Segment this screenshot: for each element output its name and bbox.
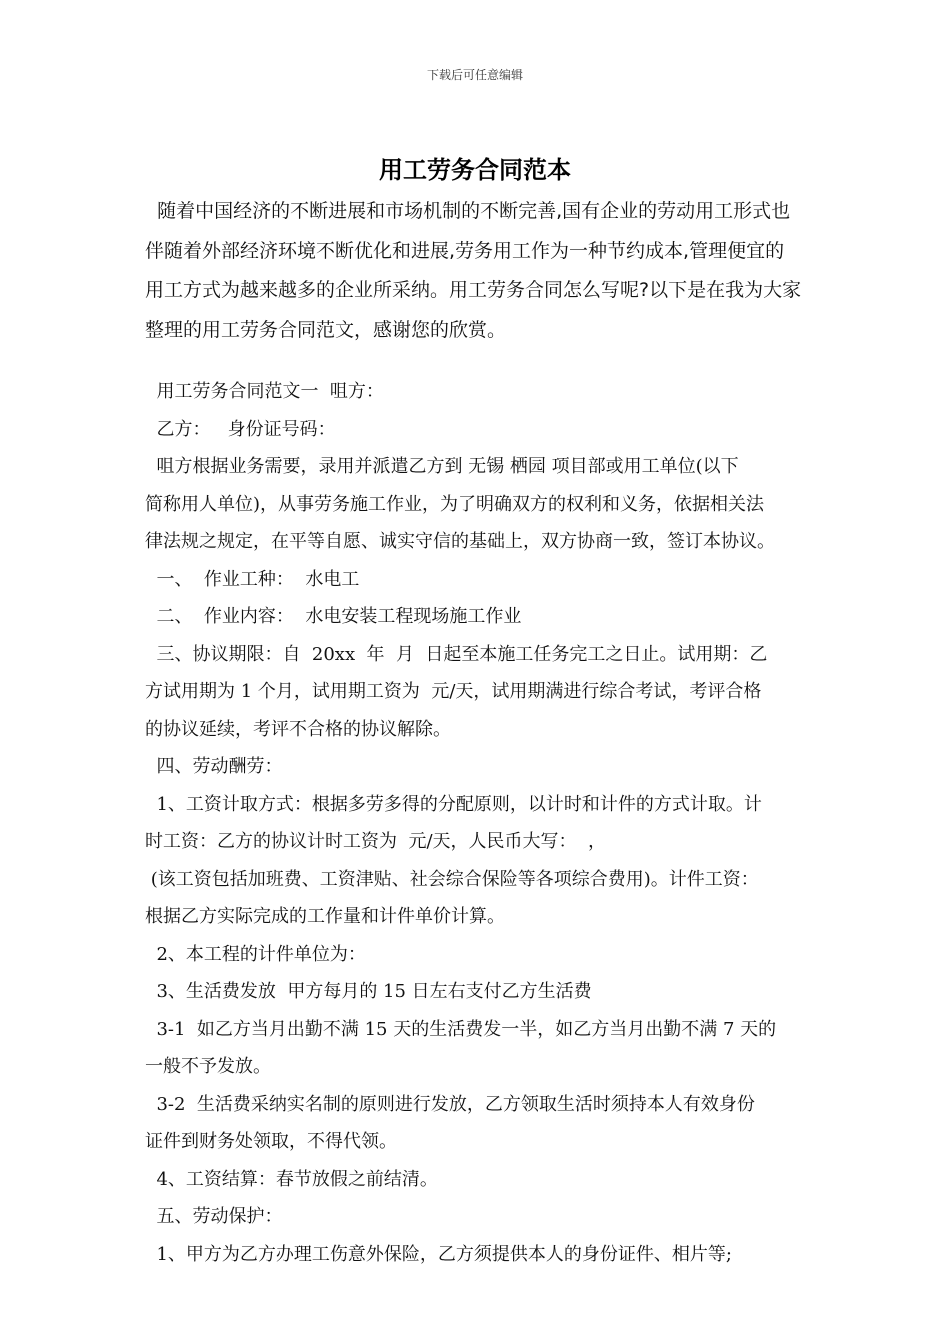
body-line: 根据乙方实际完成的工作量和计件单价计算。 [145, 906, 505, 927]
body-line: 2、本工程的计件单位为： [145, 943, 366, 965]
body-line: 乙方： 身份证号码： [145, 418, 336, 440]
body-line: 一般不予发放。 [145, 1056, 271, 1077]
body-line: 用工劳务合同范文一 咀方： [145, 381, 384, 402]
body-line: 3-2 生活费采纳实名制的原则进行发放，乙方领取生活时须持本人有效身份 [145, 1093, 755, 1115]
intro-line: 整理的用工劳务合同范文，感谢您的欣赏。 [145, 318, 507, 341]
body-line: 方试用期为 1 个月，试用期工资为 元/天，试用期满进行综合考试，考评合格 [145, 681, 762, 702]
body-line: 五、劳动保护： [145, 1206, 283, 1227]
body-line: 证件到财务处领取，不得代领。 [145, 1131, 397, 1152]
body-line: 四、劳动酬劳： [145, 756, 283, 777]
body-line: 一、 作业工种： 水电工 [145, 568, 360, 590]
contract-body [145, 373, 810, 1273]
body-line: 的协议延续，考评不合格的协议解除。 [145, 718, 451, 740]
header-note: 下载后可任意编辑 [426, 68, 523, 82]
body-line: 3-1 如乙方当月出勤不满 15 天的生活费发一半，如乙方当月出勤不满 7 天的 [145, 1018, 777, 1040]
body-line: 简称用人单位)，从事劳务施工作业，为了明确双方的权利和义务，依据相关法 [145, 493, 765, 515]
document-title: 用工劳务合同范本 [379, 156, 571, 184]
intro-paragraph [145, 192, 810, 350]
intro-line: 用工方式为越来越多的企业所采纳。用工劳务合同怎么写呢?以下是在我为大家 [145, 279, 802, 301]
body-line: (该工资包括加班费、工资津贴、社会综合保险等各项综合费用)。计件工资： [145, 868, 759, 890]
body-line: 1、工资计取方式：根据多劳多得的分配原则，以计时和计件的方式计取。计 [145, 793, 762, 815]
body-line: 1、甲方为乙方办理工伤意外保险，乙方须提供本人的身份证件、相片等; [145, 1243, 732, 1265]
body-line: 3、生活费发放 甲方每月的 15 日左右支付乙方生活费 [145, 981, 592, 1002]
body-line: 律法规之规定，在平等自愿、诚实守信的基础上，双方协商一致，签订本协议。 [145, 531, 775, 552]
body-line: 咀方根据业务需要，录用并派遣乙方到 无锡 栖园 项目部或用工单位(以下 [145, 456, 739, 477]
body-line: 二、 作业内容： 水电安装工程现场施工作业 [145, 606, 522, 627]
body-line: 4、工资结算：春节放假之前结清。 [145, 1168, 438, 1190]
body-line: 时工资：乙方的协议计时工资为 元/天，人民币大写： ， [145, 831, 606, 852]
body-line: 三、协议期限：自 20xx 年 月 日起至本施工任务完工之日止。试用期：乙 [145, 643, 768, 665]
intro-line: 随着中国经济的不断进展和市场机制的不断完善,国有企业的劳动用工形式也 [145, 200, 791, 222]
intro-line: 伴随着外部经济环境不断优化和进展,劳务用工作为一种节约成本,管理便宜的 [145, 239, 785, 262]
